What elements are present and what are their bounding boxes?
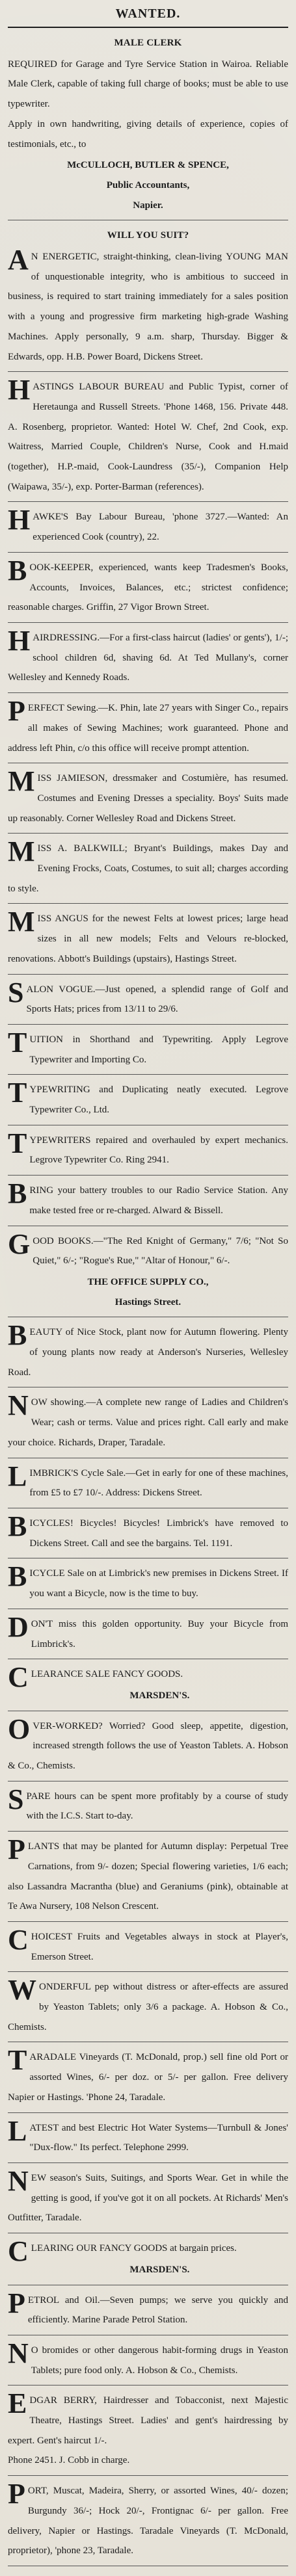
ad-body: HASTINGS LABOUR BUREAU and Public Typist, corner of Heretaunga and Russell Streets. 'Phone 1468, 156. Private 448. A. Rosenberg, proprietor. Wanted: Hotel W. Chef, 2nd Cook, exp. Waitress, Married Couple, Children's Nurse, Cook and H.maid (together), H.P.-maid, Cook-Laundress (35/-), Companion Help (Waipawa, 35/-), exp. Porter-Barman (references).: [8, 374, 288, 492]
ad-body: HAIRDRESSING.—For a first-class haircut (ladies' or gents'), 1/-; school children 6d, shaving 6d. At Ted Mullany's, corner Wellesley and Kennedy Roads.: [8, 624, 288, 683]
ad-body: BICYCLES! Bicycles! Bicycles! Limbrick's have removed to Dickens Street. Call and see the bargains. Tel. 1191.: [8, 1510, 288, 1549]
classified-ad: [8, 2163, 288, 2233]
classified-ad: [8, 1075, 288, 1125]
classified-ad: [8, 1659, 288, 1711]
classified-ad: [8, 763, 288, 834]
classified-ad: [8, 372, 288, 502]
classified-ad: [8, 502, 288, 552]
ad-body: SALON VOGUE.—Just opened, a splendid range of Golf and Sports Hats; prices from 13/11 to 29/6.: [8, 976, 288, 1015]
classified-ad: [8, 2335, 288, 2385]
classified-ad: [8, 834, 288, 904]
ad-body: GOOD BOOKS.—"The Red Knight of Germany," 7/6; "Not So Quiet," 6/-; "Rogue's Rue," "Altar of Honour," 6/-.: [8, 1228, 288, 1267]
classified-ad: [8, 623, 288, 693]
classified-ad: [8, 1125, 288, 1176]
ad-body: HAWKE'S Bay Labour Bureau, 'phone 3727.—Wanted: An experienced Cook (country), 22.: [8, 504, 288, 543]
classified-ad: [8, 2385, 288, 2476]
classified-ad: [8, 2233, 288, 2285]
ad-body: BEAUTY of Nice Stock, plant now for Autumn flowering. Plenty of young plants now ready at Anderson's Nurseries, Wellesley Road.: [8, 1319, 288, 1378]
ad-body: TYPEWRITERS repaired and overhauled by expert mechanics. Legrove Typewriter Co. Ring 2941.: [8, 1127, 288, 1166]
ad-body: REQUIRED for Garage and Tyre Service Station in Wairoa. Reliable Male Clerk, capable of taking full charge of books; must be able to use typewriter. Apply in own handwriting, giving details of experience, copies of testimonials, etc., to: [8, 59, 288, 150]
classified-ad: [8, 693, 288, 763]
classified-ad: [8, 1711, 288, 1781]
classified-ad: [8, 975, 288, 1025]
classified-ad: [8, 1972, 288, 2042]
ad-body: BOOK-KEEPER, experienced, wants keep Tradesmen's Books, Accounts, Invoices, Balances, etc.; strictest confidence; reasonable charges. Griffin, 27 Vigor Brown Street.: [8, 554, 288, 613]
classified-ad: [8, 1025, 288, 1075]
classified-ad: [8, 1226, 288, 1318]
ad-footer: MARSDEN'S.: [129, 1690, 190, 1701]
ad-heading: MALE CLERK: [114, 38, 182, 48]
classified-ad: [8, 1176, 288, 1226]
classified-ad: [8, 1781, 288, 1832]
ad-body: BRING your battery troubles to our Radio Service Station. Any make tested free or re-charged. Alward & Bissell.: [8, 1177, 288, 1216]
ad-body: PETROL and Oil.—Seven pumps; we serve you quickly and efficiently. Marine Parade Petrol Station.: [8, 2287, 288, 2326]
classified-ad: [8, 27, 288, 220]
ad-footer: THE OFFICE SUPPLY CO., Hastings Street.: [87, 1276, 209, 1308]
ad-body: LATEST and best Electric Hot Water Systems—Turnbull & Jones' "Dux-flow." Its perfect. Telephone 2999.: [8, 2114, 288, 2153]
ad-body: TUITION in Shorthand and Typewriting. Apply Legrove Typewriter and Importing Co.: [8, 1026, 288, 1065]
ad-body: NO bromides or other dangerous habit-forming drugs in Yeaston Tablets; pure food only. A. Hobson & Co., Chemists.: [8, 2337, 288, 2376]
ad-body: SPARE hours can be spent more profitably by a course of study with the I.C.S. Start to-day.: [8, 1783, 288, 1822]
ad-body: PERFECT Sewing.—K. Phin, late 27 years with Singer Co., repairs all makes of Sewing Machines; work guaranteed. Phone and address left Phin, c/o this office will receive prompt attention.: [8, 695, 288, 754]
ad-body: LIMBRICK'S Cycle Sale.—Get in early for one of these machines, from £5 to £7 10/-. Address: Dickens Street.: [8, 1460, 288, 1499]
classified-ad: [8, 1922, 288, 1972]
classified-ad: [8, 553, 288, 623]
ad-body: NEW season's Suits, Suitings, and Sports Wear. Get in while the getting is good, if you've got it on all pockets. At Richards' Men's Outfitter, Taradale.: [8, 2164, 288, 2224]
ad-body: AN ENERGETIC, straight-thinking, clean-living YOUNG MAN of unquestionable integrity, who is ambitious to succeed in business, is required to start training immediately for a sales position with a young and progressive firm marketing high-grade Washing Machines. Apply personally, 9 a.m. sharp, Thursday. Bigger & Edwards, opp. H.B. Power Board, Dickens Street.: [8, 244, 288, 362]
ad-body: CLEARING OUR FANCY GOODS at bargain prices.: [8, 2235, 237, 2268]
ad-body: CLEARANCE SALE FANCY GOODS.: [8, 1661, 183, 1694]
ad-heading: WILL YOU SUIT?: [107, 230, 189, 241]
ad-body: MISS ANGUS for the newest Felts at lowest prices; large head sizes in all new models; Felts and Velours re-blocked, renovations. Abbott's Buildings (upstairs), Hastings Street.: [8, 906, 288, 964]
classified-ad: [8, 1458, 288, 1508]
ad-body: PLANTS that may be planted for Autumn display: Perpetual Tree Carnations, from 9/- dozen; Special flowering varieties, 1/6 each; also Lassandra Macrantha (blue) and Geraniums (pink), obtainable at Te Awa Nursery, 108 Nelson Crescent.: [8, 1833, 288, 1912]
ad-body: BICYCLE Sale on at Limbrick's new premises in Dickens Street. If you want a Bicycle, now is the time to buy.: [8, 1560, 288, 1599]
classified-ad: [8, 1387, 288, 1458]
ad-body: CHOICEST Fruits and Vegetables always in stock at Player's, Emerson Street.: [8, 1923, 288, 1962]
classified-ad: [8, 1508, 288, 1558]
classified-ad: [8, 1832, 288, 1922]
ad-body: MISS JAMIESON, dressmaker and Costumière, has resumed. Costumes and Evening Dresses a speciality. Boys' Suits made up reasonably. Corner Wellesley Road and Dickens Street.: [8, 765, 288, 824]
ad-footer: MARSDEN'S.: [129, 2264, 190, 2275]
ad-body: EDGAR BERRY, Hairdresser and Tobacconist, next Majestic Theatre, Hastings Street. Ladies' and gent's hairdressing by expert. Gent's haircut 1/-. Phone 2451. J. Cobb in charge.: [8, 2387, 288, 2466]
ad-body: MISS A. BALKWILL; Bryant's Buildings, makes Day and Evening Frocks, Coats, Costumes, to suit all; charges according to style.: [8, 835, 288, 894]
classified-ad: [8, 1609, 288, 1659]
classified-ad: [8, 2113, 288, 2163]
classified-ad: [8, 1317, 288, 1387]
ad-body: TARADALE Vineyards (T. McDonald, prop.) sell fine old Port or assorted Wines, 6/- per doz. or 5/- per gallon. Free delivery Napier or Hastings. 'Phone 24, Taradale.: [8, 2044, 288, 2103]
ad-body: NOW showing.—A complete new range of Ladies and Children's Wear; cash or terms. Value and prices right. Call early and make your choice. Richards, Draper, Taradale.: [8, 1389, 288, 1448]
ad-body: DON'T miss this golden opportunity. Buy your Bicycle from Limbrick's.: [8, 1610, 288, 1649]
classified-ad: [8, 2042, 288, 2112]
classified-ad: [8, 220, 288, 372]
classified-ad: [8, 2476, 288, 2566]
ad-body: WONDERFUL pep without distress or after-effects are assured by Yeaston Tablets; only 3/6 a package. A. Hobson & Co., Chemists.: [8, 1974, 288, 2032]
classified-ad: [8, 1558, 288, 1609]
ad-body: TYPEWRITING and Duplicating neatly executed. Legrove Typewriter Co., Ltd.: [8, 1077, 288, 1116]
classified-ad: [8, 2285, 288, 2335]
column-header: WANTED.: [115, 7, 181, 21]
classified-ad: [8, 904, 288, 974]
ad-body: PORT, Muscat, Madeira, Sherry, or assorted Wines, 40/- dozen; Burgundy 36/-; Hock 20/-, Frontignac 6/- per gallon. Free delivery, Napier or Hastings. Taradale Vineyards (T. McDonald, proprietor), 'phone 23, Taradale.: [8, 2478, 288, 2556]
ad-footer: McCULLOCH, BUTLER & SPENCE, Public Accountants, Napier.: [67, 160, 229, 211]
classified-ads-column: [8, 27, 288, 2566]
ad-body: OVER-WORKED? Worried? Good sleep, appetite, digestion, increased strength follows the use of Yeaston Tablets. A. Hobson & Co., Chemists.: [8, 1713, 288, 1772]
